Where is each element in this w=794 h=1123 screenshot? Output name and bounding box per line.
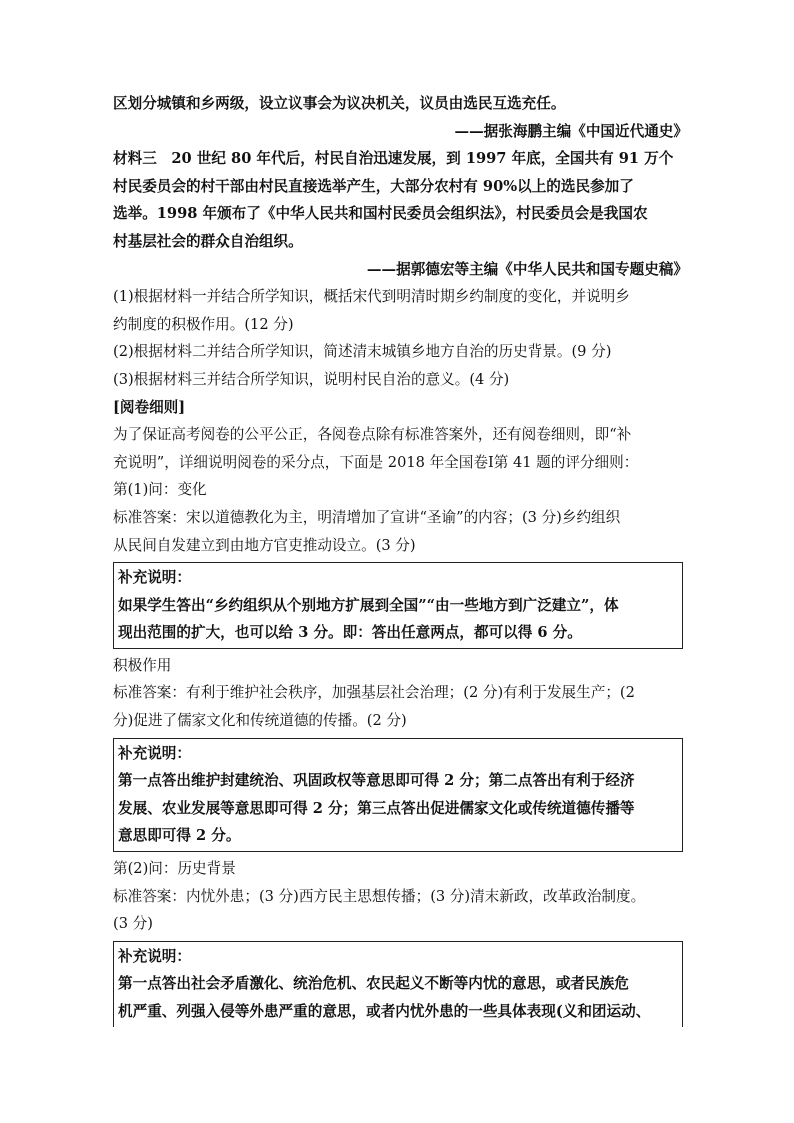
note-line: 意思即可得 2 分。 [118,827,241,845]
text-line: 材料三 20 世纪 80 年代后，村民自治迅速发展，到 1997 年底，全国共有 91 万个 [113,150,674,168]
note-line: 第一点答出维护封建统治、巩固政权等意思即可得 2 分；第二点答出有利于经济 [118,772,635,790]
note-line: 发展、农业发展等意思即可得 2 分；第三点答出促进儒家文化或传统道德传播等 [118,799,635,817]
grading-section [113,652,688,735]
text-line: 村民委员会的村干部由村民直接选举产生，大部分农村有 90%以上的选民参加了 [113,177,634,195]
standard-answer-line: (3 分) [113,915,153,933]
standard-answer-line: 标准答案：内忧外患；(3 分)西方民主思想传播；(3 分)清末新政，改革政治制度。 [113,887,646,905]
note-heading: 补充说明： [118,569,191,587]
text-line: 选举。1998 年颁布了《中华人民共和国村民委员会组织法》，村民委员会是我国农 [113,205,648,223]
subquestion-heading: 第(2)问：历史背景 [113,860,236,878]
note-heading: 补充说明： [118,947,191,965]
question-line: (2)根据材料二并结合所学知识，简述清末城镇乡地方自治的历史背景。(9 分) [113,343,612,361]
text-line: 为了保证高考阅卷的公平公正，各阅卷点除有标准答案外，还有阅卷细则，即“补 [113,426,632,444]
standard-answer-line: 从民间自发建立到由地方官吏推动设立。(3 分) [113,536,416,554]
source-citation: ——据郭德宏等主编《中华人民共和国专题史稿》 [366,260,688,278]
note-line: 现出范围的扩大，也可以给 3 分。即：答出任意两点，都可以得 6 分。 [118,624,582,642]
note-heading: 补充说明： [118,744,191,762]
question-line: (3)根据材料三并结合所学知识，说明村民自治的意义。(4 分) [113,370,510,388]
supplementary-note-box [113,738,683,852]
questions-section [113,283,688,393]
document-page [113,90,688,1030]
subquestion-heading: 积极作用 [113,656,172,674]
supplementary-note-box [113,562,683,649]
standard-answer-line: 标准答案：宋以道德教化为主，明清增加了宣讲“圣谕”的内容；(3 分)乡约组织 [113,508,621,526]
note-line: 如果学生答出“乡约组织从个别地方扩展到全国”“由一些地方到广泛建立”，体 [118,596,619,614]
material-section [113,90,688,283]
grading-section [113,855,688,938]
note-line: 第一点答出社会矛盾激化、统治危机、农民起义不断等内忧的意思，或者民族危 [118,975,629,993]
standard-answer-line: 分)促进了儒家文化和传统道德的传播。(2 分) [113,712,407,730]
text-line: 充说明”，详细说明阅卷的采分点，下面是 2018 年全国卷Ⅰ第 41 题的评分细则： [113,453,639,471]
note-line: 机严重、列强入侵等外患严重的意思，或者内忧外患的一些具体表现(义和团运动、 [118,1003,651,1020]
question-line: (1)根据材料一并结合所学知识，概括宋代到明清时期乡约制度的变化，并说明乡 [113,288,630,306]
standard-answer-line: 标准答案：有利于维护社会秩序，加强基层社会治理；(2 分)有利于发展生产；(2 [113,684,635,702]
subquestion-heading: 第(1)问：变化 [113,481,207,499]
supplementary-note-box [113,941,683,1027]
question-line: 约制度的积极作用。(12 分) [113,315,294,333]
text-line: 村基层社会的群众自治组织。 [113,232,303,250]
section-heading: [阅卷细则] [113,398,186,416]
source-citation: ——据张海鹏主编《中国近代通史》 [454,122,688,140]
text-line: 区划分城镇和乡两级，设立议事会为议决机关，议员由选民互选充任。 [113,95,566,112]
grading-section [113,394,688,560]
